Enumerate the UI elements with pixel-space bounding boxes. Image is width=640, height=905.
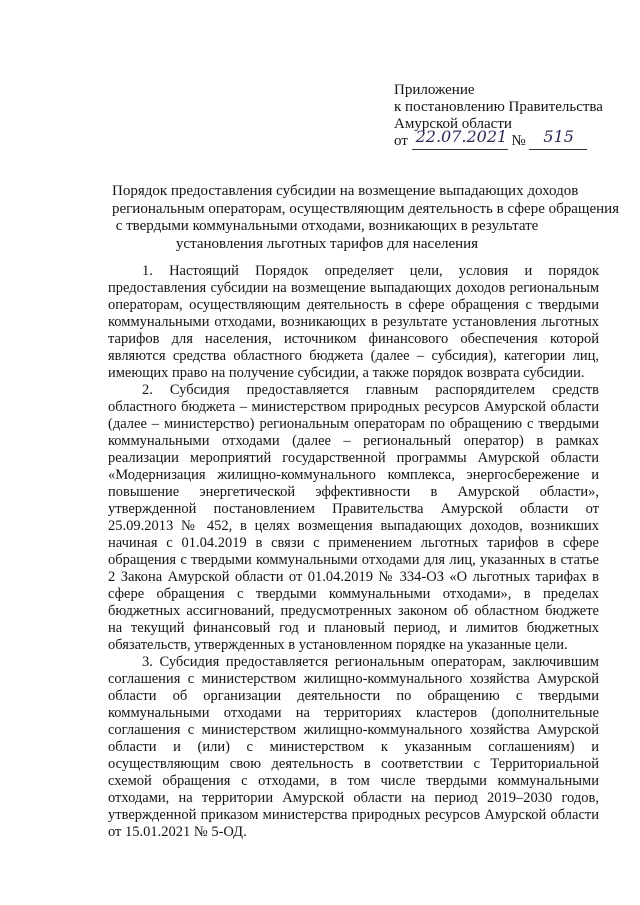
annex-region: Амурской области	[394, 116, 512, 132]
paragraph-1: 1. Настоящий Порядок определяет цели, условия и порядок предоставления субсидии на возмещение выпадающих доходов региональным операторам, осуществляющим деятельность в сфере обращения с твердыми коммунальными отходами, возникающих в результате установления льготных тарифов для населения, источником финансового обеспечения которой являются средства областного бюджета (далее – субсидия), категории лиц, имеющих право на получение субсидии, а также порядок возврата субсидии.	[108, 263, 599, 381]
paragraph-2: 2. Субсидия предоставляется главным распорядителем средств областного бюджета – министерством природных ресурсов Амурской области (далее – министерство) региональным операторам по обращению с твердыми коммунальными отходами (далее – региональный оператор) в рамках реализации мероприятий государственной программы Амурской области «Модернизация жилищно-коммунального комплекса, энергосбережение и повышение энергетической эффективности в Амурской области», утвержденной постановлением Правительства Амурской области от 25.09.2013 № 452, в целях возмещения выпадающих доходов, возникших начиная с 01.04.2019 в связи с применением льготных тарифов в сфере обращения с твердыми коммунальными отходами для лиц, указанных в статье 2 Закона Амурской области от 01.04.2019 № 334-ОЗ «О льготных тарифах в сфере обращения с твердыми коммунальными отходами», в пределах бюджетных ассигнований, предусмотренных законом об областном бюджете на текущий финансовый год и плановый период, и лимитов бюджетных обязательств, утвержденных в установленном порядке на указанные цели.	[108, 382, 599, 653]
date-value: 22.07.2021	[415, 127, 508, 146]
handwritten-number	[529, 127, 587, 150]
title-line-2: региональным операторам, осуществляющим деятельность в сфере обращения	[112, 200, 620, 217]
annex-resolution: к постановлению Правительства	[394, 99, 603, 115]
title-line-1: Порядок предоставления субсидии на возмещение выпадающих доходов	[112, 183, 579, 199]
annex-date-number-line	[394, 127, 634, 150]
paragraph-3: 3. Субсидия предоставляется региональным операторам, заключившим соглашения с министерством жилищно-коммунального хозяйства Амурской области об организации деятельности по обращению с твердыми коммунальными отходами на территориях кластеров (дополнительные соглашения с министерством жилищно-коммунального хозяйства Амурской области и (или) с министерством к указанным соглашениям) и осуществляющим свою деятельность в соответствии с Территориальной схемой обращения с отходами, в том числе твердыми коммунальными отходами, на территории Амурской области на период 2019–2030 годов, утвержденной приказом министерства природных ресурсов Амурской области от 15.01.2021 № 5-ОД.	[108, 654, 599, 840]
annex-block	[394, 82, 634, 150]
handwritten-date	[412, 127, 508, 150]
number-label: №	[511, 133, 526, 149]
document-title	[112, 183, 620, 253]
document-body	[108, 263, 599, 841]
annex-title: Приложение	[394, 82, 475, 98]
number-value: 515	[543, 127, 574, 146]
from-label: от	[394, 133, 408, 149]
title-line-3: с твердыми коммунальными отходами, возникающих в результате	[115, 218, 539, 234]
title-line-4: установления льготных тарифов для населения	[175, 235, 479, 252]
